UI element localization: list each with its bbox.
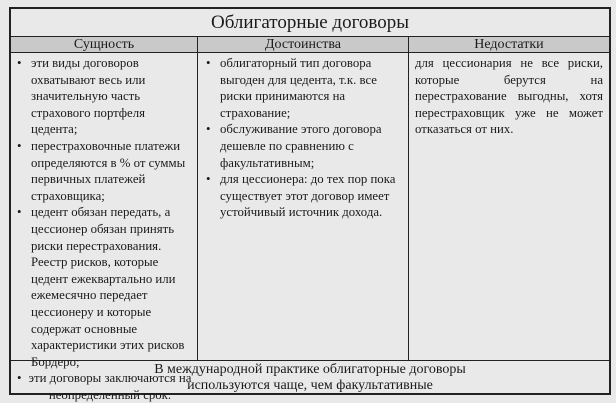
advantages-column (198, 53, 409, 360)
table-footer (11, 360, 609, 393)
disadvantage-text: для цессионария не все риски, которые берутся на перестрахование выгодны, хотя перестраховщик уже не может отказаться от них. (415, 56, 603, 137)
essence-item: • эти договоры заключаются на неопределенный срок. (15, 370, 193, 403)
table-title: Облигаторные договоры (11, 9, 609, 37)
header-essence: Сущность (11, 37, 198, 53)
advantage-item: • обслуживание этого договора дешевле по сравнению с факультативным; (204, 121, 404, 171)
essence-column (11, 53, 198, 402)
footer-line-2: используются чаще, чем факультативные (187, 378, 433, 393)
advantage-item: • для цессионера: до тех пор пока существует этот договор имеет устойчивый источник дохода. (204, 171, 404, 221)
footer-line-1: В международной практике облигаторные договоры (154, 362, 466, 377)
essence-item: • перестраховочные платежи определяются в % от суммы первичных платежей страховщика; (15, 138, 193, 204)
essence-list (15, 55, 193, 254)
disadvantages-column (409, 53, 609, 360)
essence-item-continuation: Реестр рисков, которые цедент ежеквартально или ежемесячно передает цессионеру и которые содержат основные характеристики этих рисков Бордеро; (31, 255, 185, 369)
header-disadvantages: Недостатки (409, 37, 609, 53)
essence-item: • цедент обязан передать, а цессионер обязан принять риски перестрахования. (15, 204, 193, 254)
advantage-item: • облигаторный тип договора выгоден для цедента, т.к. все риски принимаются на страхование; (204, 55, 404, 121)
advantages-list (204, 55, 404, 221)
obligatory-contracts-table (9, 7, 611, 402)
header-advantages: Достоинства (198, 37, 409, 53)
essence-item: • эти виды договоров охватывают весь или значительную часть страхового портфеля цедента; (15, 55, 193, 138)
